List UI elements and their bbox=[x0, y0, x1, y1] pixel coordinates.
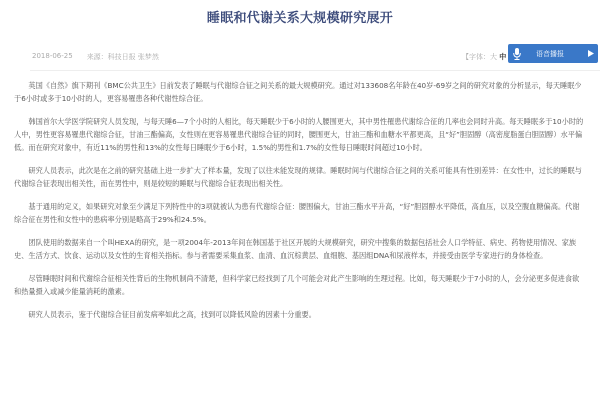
paragraph: 英国《自然》旗下期刊《BMC公共卫生》日前发表了睡眠与代谢综合征之间关系的最大规模研究。通过对133608名年龄在40岁-69岁之间的研究对象的分析显示，每天睡眠少于6小时或多于10小时的人，更容易罹患各种代谢性综合征。 bbox=[14, 81, 582, 103]
paragraph: 基于通用的定义，如果研究对象至少满足下列特性中的3项就被认为患有代谢综合征：腰围偏大，甘油三酯水平升高，“好”胆固醇水平降低，高血压，以及空腹血糖偏高。代谢综合征在男性和女性中的患病率分别是略高于29%和24.5%。 bbox=[14, 202, 580, 224]
publish-date: 2018-06-25 bbox=[32, 52, 73, 60]
article-meta bbox=[32, 52, 159, 62]
paragraph: 韩国首尔大学医学院研究人员发现，与每天睡6—7个小时的人相比，每天睡眠少于6小时的人腰围更大，其中男性罹患代谢综合征的几率也会同时升高。每天睡眠多于10小时的人中，男性更容易罹患代谢综合征，甘油三酯偏高，女性则在更容易罹患代谢综合征的同时，腰围更大，甘油三酯和血糖水平都更高，且“好”胆固醇（高密度脂蛋白胆固醇）水平偏低。而在研究对象中，有近11%的男性和13%的女性每日睡眠少于6小时，1.5%的男性和1.7%的女性每日睡眠时间超过10小时。 bbox=[14, 117, 584, 152]
play-icon bbox=[584, 50, 598, 57]
font-size-prefix: 【字体： bbox=[462, 53, 490, 61]
paragraph: 尽管睡眠时间和代谢综合征相关性背后的生物机制尚不清楚，但科学家已经找到了几个可能会对此产生影响的生理过程。比如，每天睡眠少于7小时的人，会分泌更多促进食欲和热量摄入或减少能量消耗的激素。 bbox=[14, 274, 580, 296]
font-size-large[interactable]: 大 bbox=[490, 53, 497, 61]
paragraph: 团队使用的数据来自一个叫HEXA的研究，是一项2004年-2013年间在韩国基于社区开展的大规模研究，研究中搜集的数据包括社会人口学特征、病史、药物使用情况、家族史、生活方式、饮食、运动以及女性的生育相关指标。参与者需要采集血浆、血清、血沉棕黄层、血细胞、基因组DNA和尿液样本，并接受由医学专家进行的身体检查。 bbox=[14, 238, 577, 260]
paragraph: 研究人员表示，鉴于代谢综合征目前发病率如此之高，找到可以降低风险的因素十分重要。 bbox=[28, 310, 316, 319]
article-body bbox=[14, 79, 586, 331]
voice-broadcast-button[interactable] bbox=[508, 44, 598, 63]
header-divider bbox=[30, 70, 600, 71]
microphone-icon bbox=[508, 48, 526, 60]
font-size-medium[interactable]: 中 bbox=[499, 53, 507, 61]
voice-broadcast-label: 语音播报 bbox=[536, 49, 564, 58]
article-source: 来源：科技日报 张梦然 bbox=[86, 53, 159, 61]
paragraph: 研究人员表示，此次是在之前的研究基础上进一步扩大了样本量，发现了以往未能发现的规律。睡眠时间与代谢综合征之间的关系可能具有性别差异：在女性中，过长的睡眠与代谢综合征表现出相关性，而在男性中，则是较短的睡眠与代谢综合征表现出相关性。 bbox=[14, 166, 582, 188]
article-title: 睡眠和代谢关系大规模研究展开 bbox=[206, 11, 394, 26]
